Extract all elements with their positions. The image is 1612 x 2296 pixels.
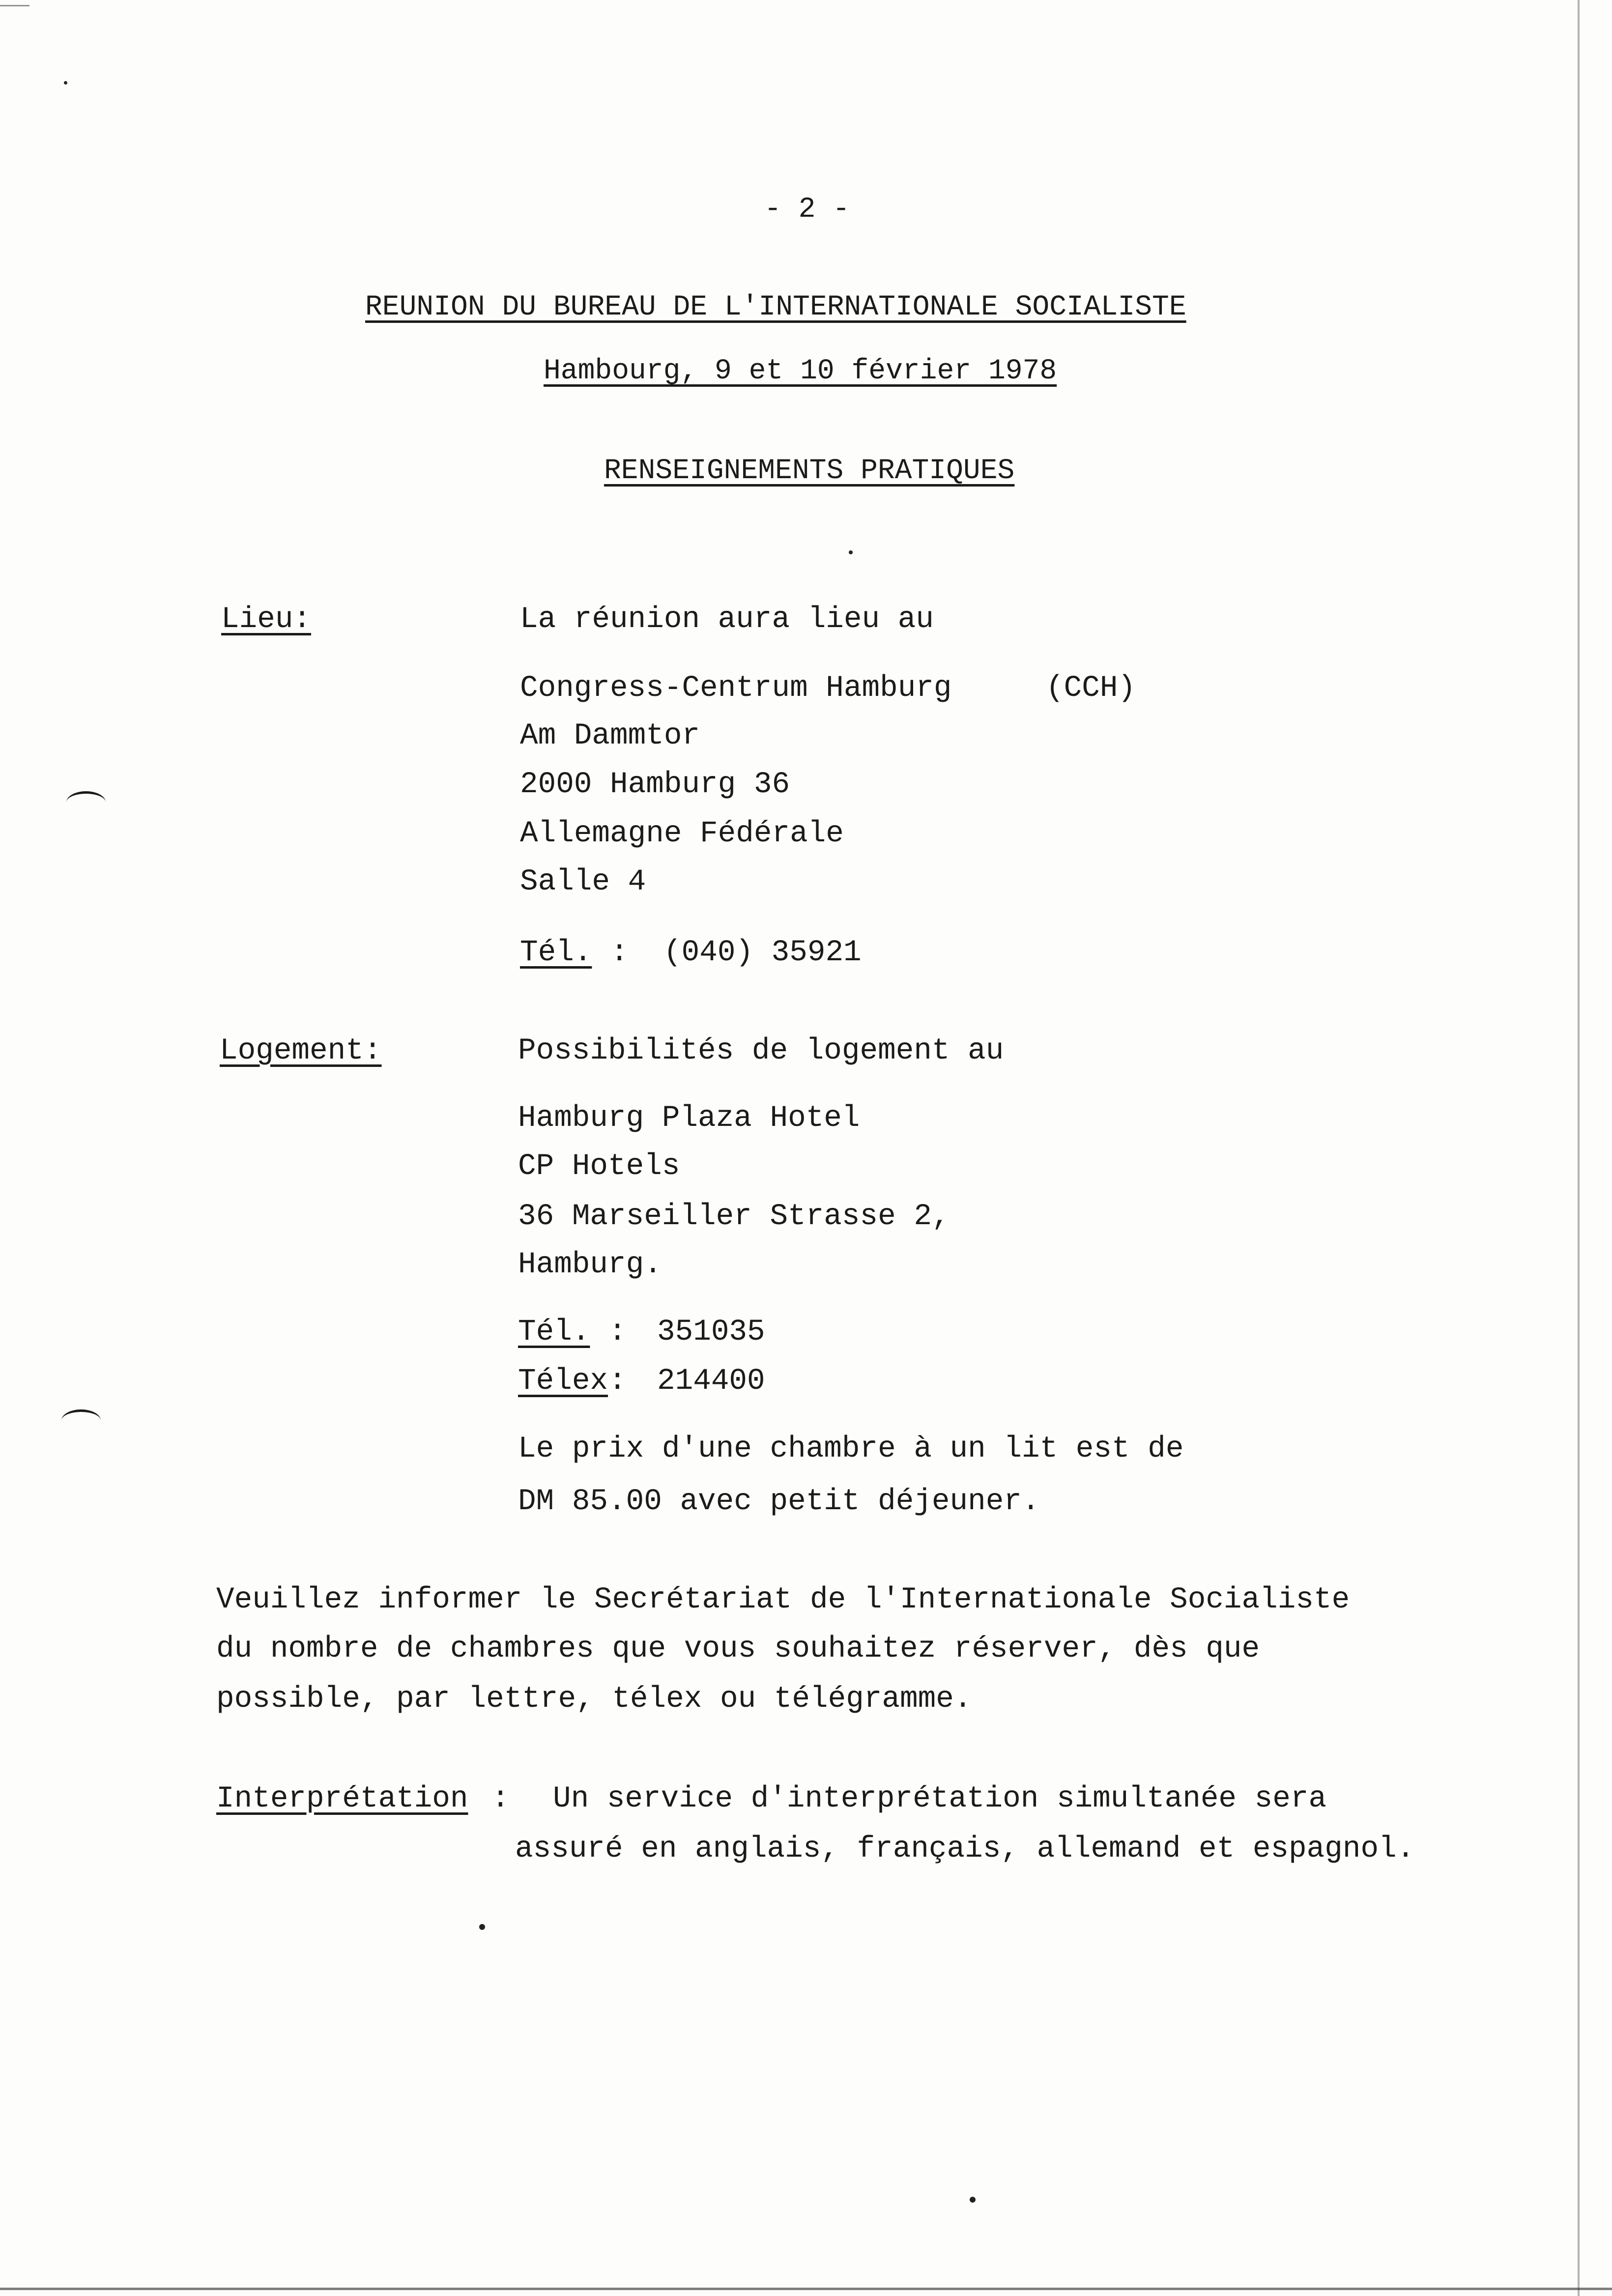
interpretation-line: assuré en anglais, français, allemand et espagnol.: [515, 1832, 1415, 1866]
logement-intro: Possibilités de logement au: [518, 1034, 1004, 1068]
interpretation-label: Interprétation: [216, 1782, 468, 1816]
hotel-line: 36 Marseiller Strasse 2,: [518, 1200, 950, 1234]
punch-hole-mark-lower: [61, 1409, 101, 1432]
logement-tel-label: Tél.: [518, 1315, 590, 1349]
hotel-line: Hamburg.: [518, 1248, 662, 1282]
lieu-tel-value: (040) 35921: [663, 936, 862, 970]
document-title: REUNION DU BUREAU DE L'INTERNATIONALE SOCIALISTE: [365, 291, 1186, 323]
logement-telex-label: Télex: [518, 1364, 608, 1398]
price-line: DM 85.00 avec petit déjeuner.: [518, 1485, 1040, 1519]
interpretation-colon: :: [491, 1782, 510, 1816]
address-line: 2000 Hamburg 36: [520, 768, 790, 802]
punch-hole-mark-upper: [66, 791, 106, 813]
right-page-edge: [1578, 0, 1580, 2296]
logement-telex-colon: :: [608, 1364, 627, 1398]
logement-label: Logement:: [220, 1034, 382, 1068]
address-line: Am Dammtor: [520, 719, 700, 753]
lieu-tel-colon: :: [610, 936, 629, 970]
interpretation-line: Un service d'interprétation simultanée sera: [553, 1782, 1327, 1816]
hotel-line: CP Hotels: [518, 1149, 680, 1183]
top-left-mark: [0, 5, 29, 6]
reservation-line: du nombre de chambres que vous souhaitez réserver, dès que: [216, 1632, 1260, 1666]
address-line: Allemagne Fédérale: [520, 817, 844, 851]
ink-dot: [64, 81, 67, 85]
ink-dot: [970, 2197, 976, 2203]
venue-abbreviation: (CCH): [1046, 671, 1136, 705]
bottom-page-edge: [0, 2288, 1612, 2290]
lieu-tel-label: Tél.: [520, 936, 592, 970]
address-line: Salle 4: [520, 865, 646, 899]
place-date: Hambourg, 9 et 10 février 1978: [544, 355, 1057, 387]
reservation-line: Veuillez informer le Secrétariat de l'Internationale Socialiste: [216, 1583, 1350, 1617]
page-number: - 2 -: [764, 194, 850, 226]
ink-dot: [479, 1924, 485, 1930]
ink-dot: [849, 550, 853, 554]
logement-tel-colon: :: [608, 1315, 627, 1349]
section-subtitle: RENSEIGNEMENTS PRATIQUES: [604, 455, 1015, 487]
logement-tel-value: 351035: [657, 1315, 765, 1349]
lieu-intro: La réunion aura lieu au: [520, 603, 934, 636]
lieu-label: Lieu:: [221, 603, 312, 636]
hotel-line: Hamburg Plaza Hotel: [518, 1101, 860, 1135]
price-line: Le prix d'une chambre à un lit est de: [518, 1432, 1184, 1466]
reservation-line: possible, par lettre, télex ou télégramme.: [216, 1682, 972, 1716]
logement-telex-value: 214400: [657, 1364, 765, 1398]
venue-name: Congress-Centrum Hamburg: [520, 671, 952, 705]
